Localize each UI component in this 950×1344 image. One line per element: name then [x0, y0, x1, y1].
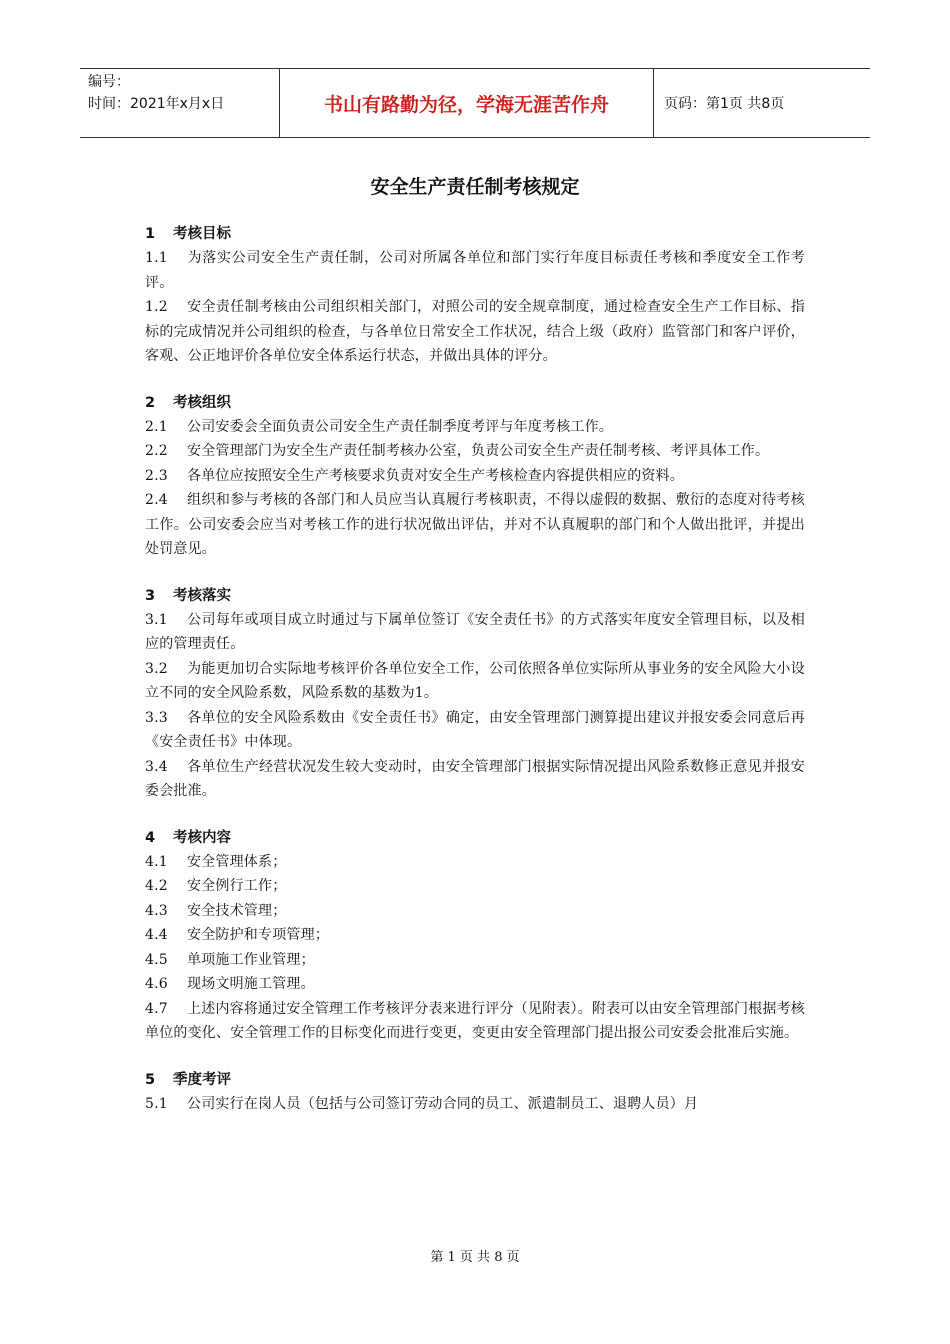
section-heading-text: 考核落实 [173, 587, 231, 604]
paragraph-number: 4.2 [145, 878, 168, 894]
paragraph-number: 3.4 [145, 758, 168, 775]
paragraph-text: 各单位的安全风险系数由《安全责任书》确定，由安全管理部门测算提出建议并报安委会同意后再《安全责任书》中体现。 [145, 709, 805, 750]
section-number: 1 [145, 226, 156, 242]
paragraph-number: 4.7 [145, 1000, 168, 1017]
paragraph [145, 295, 805, 369]
document-body [145, 222, 805, 1138]
paragraph-number: 4.3 [145, 902, 168, 919]
paragraph-text: 安全管理部门为安全生产责任制考核办公室，负责公司安全生产责任制考核、考评具体工作。 [187, 443, 770, 459]
document-time: 时间：2021年x月x日 [88, 96, 225, 112]
section-heading [145, 1068, 805, 1092]
paragraph-text: 为能更加切合实际地考核评价各单位安全工作，公司依照各单位实际所从事业务的安全风险大小设立不同的安全风险系数，风险系数的基数为1。 [145, 660, 805, 701]
document-title: 安全生产责任制考核规定 [370, 176, 580, 198]
section-heading-text: 考核内容 [173, 829, 231, 846]
paragraph-text: 安全例行工作； [187, 878, 287, 894]
paragraph [145, 899, 805, 924]
section-heading [145, 584, 805, 608]
paragraph [145, 706, 805, 755]
paragraph-text: 安全责任制考核由公司组织相关部门，对照公司的安全规章制度，通过检查安全生产工作目标、指标的完成情况并公司组织的检查，与各单位日常安全工作状况，结合上级（政府）监管部门和客户评价，客观、公正地评价各单位安全体系运行状态，并做出具体的评分。 [145, 299, 805, 364]
section-heading [145, 391, 805, 415]
section [145, 391, 805, 562]
paragraph [145, 415, 805, 440]
paragraph [145, 488, 805, 562]
paragraph-text: 安全技术管理； [187, 902, 287, 919]
paragraph-number: 1.2 [145, 299, 168, 315]
header-motto-cell [280, 69, 654, 137]
paragraph [145, 608, 805, 657]
section-heading [145, 222, 805, 246]
section-number: 3 [145, 587, 156, 604]
paragraph-text: 公司实行在岗人员（包括与公司签订劳动合同的员工、派遣制员工、退聘人员）月 [187, 1095, 699, 1112]
paragraph-number: 3.3 [145, 709, 168, 726]
paragraph-number: 4.6 [145, 976, 168, 992]
paragraph-text: 单项施工作业管理； [187, 951, 315, 968]
section-heading-text: 考核目标 [173, 226, 231, 242]
document-number-label: 编号： [88, 74, 130, 90]
paragraph-text: 公司每年或项目成立时通过与下属单位签订《安全责任书》的方式落实年度安全管理目标，以及相应的管理责任。 [145, 611, 805, 652]
paragraph-number: 4.1 [145, 853, 168, 870]
paragraph [145, 850, 805, 875]
header-motto: 书山有路勤为径，学海无涯苦作舟 [323, 93, 609, 116]
paragraph [145, 464, 805, 489]
paragraph [145, 997, 805, 1046]
paragraph-text: 公司安委会全面负责公司安全生产责任制季度考评与年度考核工作。 [187, 418, 613, 435]
section [145, 222, 805, 369]
paragraph-number: 3.2 [145, 660, 168, 677]
header-meta [80, 69, 280, 137]
section-number: 5 [145, 1071, 156, 1088]
paragraph [145, 755, 805, 804]
section [145, 584, 805, 804]
paragraph-text: 各单位应按照安全生产考核要求负责对安全生产考核检查内容提供相应的资料。 [187, 467, 684, 484]
paragraph-number: 2.4 [145, 492, 168, 508]
paragraph-text: 现场文明施工管理。 [187, 976, 315, 992]
paragraph-text: 组织和参与考核的各部门和人员应当认真履行考核职责，不得以虚假的数据、敷衍的态度对待考核工作。公司安委会应当对考核工作的进行状况做出评估，并对不认真履职的部门和个人做出批评，并提出处罚意见。 [145, 492, 805, 557]
paragraph [145, 246, 805, 295]
paragraph-number: 5.1 [145, 1095, 168, 1112]
paragraph [145, 1092, 805, 1117]
header-page-info: 页码：第1页 共8页 [664, 96, 785, 112]
section-heading [145, 826, 805, 850]
paragraph-number: 2.1 [145, 418, 168, 435]
paragraph-text: 上述内容将通过安全管理工作考核评分表来进行评分（见附表）。附表可以由安全管理部门根据考核单位的变化、安全管理工作的目标变化而进行变更，变更由安全管理部门提出报公司安委会批准后实施。 [145, 1000, 805, 1041]
paragraph [145, 439, 805, 464]
paragraph-number: 4.5 [145, 951, 168, 968]
paragraph-number: 1.1 [145, 250, 168, 266]
paragraph-text: 为落实公司安全生产责任制，公司对所属各单位和部门实行年度目标责任考核和季度安全工作考评。 [145, 250, 805, 291]
section-number: 2 [145, 394, 156, 411]
paragraph-number: 2.3 [145, 467, 168, 484]
section [145, 1068, 805, 1117]
page-footer: 第 1 页 共 8 页 [430, 1250, 520, 1265]
paragraph [145, 972, 805, 997]
page-header [80, 68, 870, 138]
section [145, 826, 805, 1046]
paragraph [145, 657, 805, 706]
paragraph-number: 2.2 [145, 443, 168, 459]
section-number: 4 [145, 829, 156, 846]
paragraph-text: 各单位生产经营状况发生较大变动时，由安全管理部门根据实际情况提出风险系数修正意见并报安委会批准。 [145, 758, 805, 799]
section-heading-text: 考核组织 [173, 394, 231, 411]
paragraph-text: 安全防护和专项管理； [187, 927, 329, 943]
paragraph [145, 874, 805, 899]
paragraph-number: 3.1 [145, 611, 168, 628]
paragraph-text: 安全管理体系； [187, 853, 287, 870]
section-heading-text: 季度考评 [173, 1071, 231, 1088]
paragraph [145, 948, 805, 973]
paragraph [145, 923, 805, 948]
paragraph-number: 4.4 [145, 927, 168, 943]
